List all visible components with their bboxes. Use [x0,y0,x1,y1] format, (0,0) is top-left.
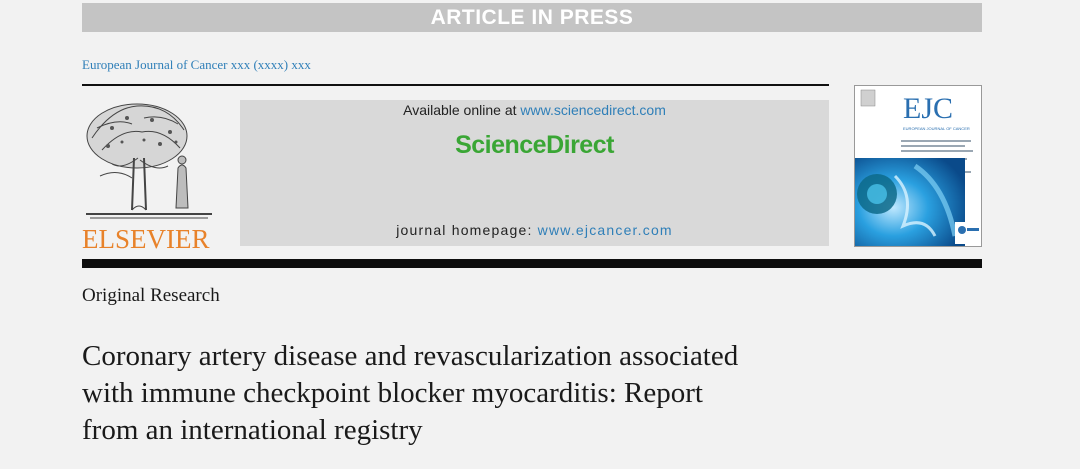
sciencedirect-link[interactable]: www.sciencedirect.com [520,102,666,118]
article-title-line: Coronary artery disease and revascularization associated [82,340,739,372]
header-rule [82,84,829,86]
article-title-line: from an international registry [82,414,423,446]
header-bottom-rule [82,259,982,268]
cover-subtitle: EUROPEAN JOURNAL OF CANCER [903,126,970,131]
journal-homepage-prefix: journal homepage: [396,222,538,238]
elsevier-wordmark: ELSEVIER [82,224,210,254]
journal-cover-image[interactable] [854,85,982,247]
article-section-label: Original Research [82,285,220,306]
article-title [82,338,882,449]
available-online-prefix: Available online at [403,102,521,118]
article-title-line: with immune checkpoint blocker myocarditis: Report [82,377,703,409]
article-in-press-banner: ARTICLE IN PRESS [82,3,982,32]
journal-info-box [240,100,829,246]
cover-title: EJC [903,92,954,125]
journal-reference[interactable]: European Journal of Cancer xxx (xxxx) xxx [82,57,311,72]
journal-homepage-line [240,222,829,238]
sciencedirect-logo[interactable]: ScienceDirect [455,131,614,159]
available-online-line [240,102,829,118]
journal-homepage-link[interactable]: www.ejcancer.com [537,222,673,238]
